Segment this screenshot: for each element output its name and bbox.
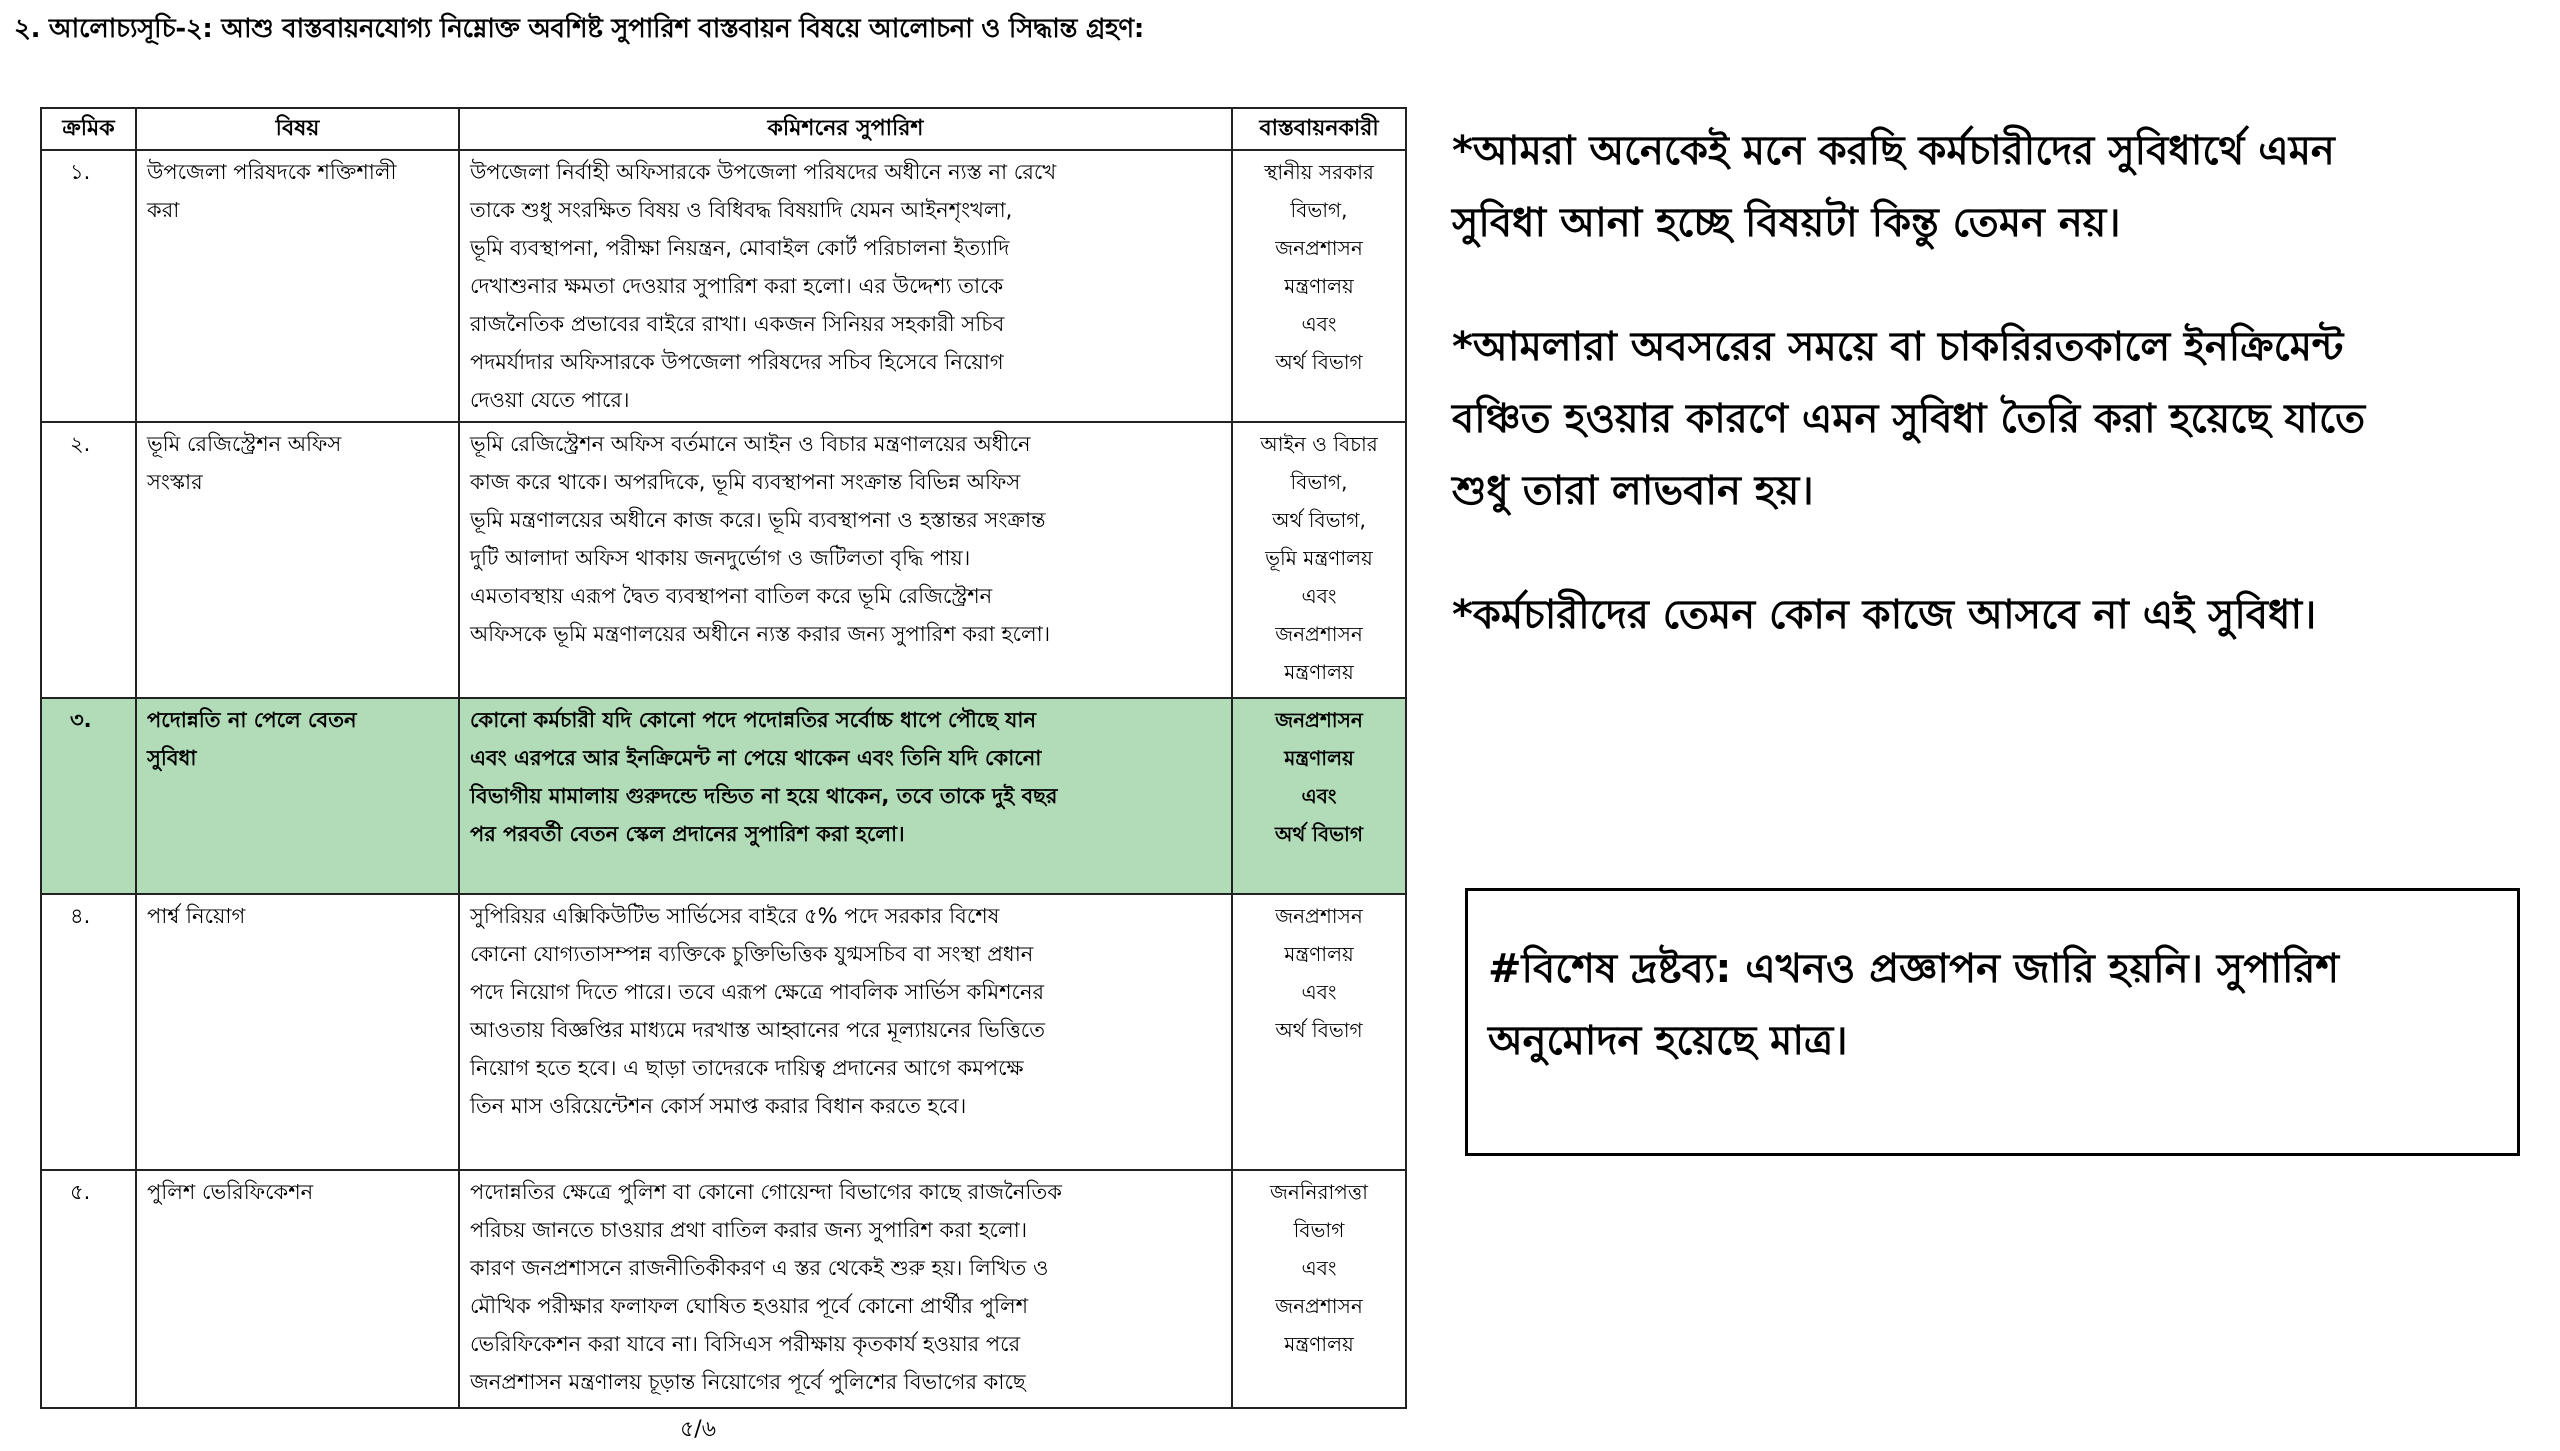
notice-line: #বিশেষ দ্রষ্টব্য: এখনও প্রজ্ঞাপন জারি হয়নি। সুপারিশ [1488, 946, 2340, 992]
recommendation-line: এবং এরপরে আর ইনক্রিমেন্ট না পেয়ে থাকেন এবং তিনি যদি কোনো [470, 746, 1042, 770]
header-implementer: বাস্তবায়নকারী [1232, 108, 1406, 150]
subject-line: পদোন্নতি না পেলে বেতন [147, 708, 357, 732]
special-notice-box [1465, 888, 2520, 1156]
recommendation-line: দেখাশুনার ক্ষমতা দেওয়ার সুপারিশ করা হলো। এর উদ্দেশ্য তাকে [470, 274, 1004, 298]
row-implementer [1232, 150, 1406, 422]
recommendation-line: পরিচয় জানতে চাওয়ার প্রথা বাতিল করার জন্য সুপারিশ করা হলো। [470, 1218, 1028, 1242]
note-line: শুধু তারা লাভবান হয়। [1452, 468, 1814, 514]
row-implementer [1232, 422, 1406, 698]
note-line: সুবিধা আনা হচ্ছে বিষয়টা কিন্তু তেমন নয়। [1452, 200, 2121, 246]
implementer-line: মন্ত্রণালয় [1284, 274, 1354, 298]
implementer-line: জনপ্রশাসন [1275, 708, 1363, 732]
row-recommendation [459, 1170, 1232, 1408]
notice-line: অনুমোদন হয়েছে মাত্র। [1488, 1018, 1848, 1064]
subject-line: করা [147, 198, 180, 222]
implementer-line: মন্ত্রণালয় [1284, 660, 1354, 684]
row-serial: ৪. [41, 894, 136, 1170]
table-row-highlighted [41, 698, 1406, 894]
note-1 [1452, 115, 2552, 259]
header-recommendation: কমিশনের সুপারিশ [459, 108, 1232, 150]
recommendation-line: এমতাবস্থায় এরূপ দ্বৈত ব্যবস্থাপনা বাতিল করে ভূমি রেজিস্ট্রেশন [470, 584, 993, 608]
recommendation-table [40, 107, 1407, 1409]
recommendation-line: রাজনৈতিক প্রভাবের বাইরে রাখা। একজন সিনিয়র সহকারী সচিব [470, 312, 1005, 336]
row-recommendation [459, 698, 1232, 894]
implementer-line: এবং [1301, 584, 1337, 608]
table-row [41, 422, 1406, 698]
recommendation-table-wrapper [40, 107, 1405, 1407]
header-serial: ক্রমিক [41, 108, 136, 150]
subject-line: পুলিশ ভেরিফিকেশন [147, 1180, 314, 1204]
row-subject [136, 422, 459, 698]
implementer-line: এবং [1301, 312, 1337, 336]
implementer-line: এবং [1301, 980, 1337, 1004]
row-serial: ২. [41, 422, 136, 698]
implementer-line: স্থানীয় সরকার [1264, 160, 1374, 184]
recommendation-line: সুপিরিয়র এক্সিকিউটিভ সার্ভিসের বাইরে ৫% পদে সরকার বিশেষ [470, 904, 1000, 928]
recommendation-line: কাজ করে থাকে। অপরদিকে, ভূমি ব্যবস্থাপনা সংক্রান্ত বিভিন্ন অফিস [470, 470, 1021, 494]
recommendation-line: দেওয়া যেতে পারে। [470, 388, 630, 412]
implementer-line: জনপ্রশাসন [1275, 236, 1363, 260]
row-serial: ১. [41, 150, 136, 422]
implementer-line: এবং [1301, 784, 1337, 808]
recommendation-line: পদমর্যাদার অফিসারকে উপজেলা পরিষদের সচিব হিসেবে নিয়োগ [470, 350, 1004, 374]
implementer-line: ভূমি মন্ত্রণালয় [1265, 546, 1373, 570]
implementer-line: অর্থ বিভাগ [1275, 822, 1363, 846]
recommendation-line: কোনো যোগ্যতাসম্পন্ন ব্যক্তিকে চুক্তিভিত্তিক যুগ্মসচিব বা সংস্থা প্রধান [470, 942, 1034, 966]
header-subject: বিষয় [136, 108, 459, 150]
table-row [41, 150, 1406, 422]
commentary-notes [1452, 115, 2552, 703]
recommendation-line: নিয়োগ হতে হবে। এ ছাড়া তাদেরকে দায়িত্ব প্রদানের আগে কমপক্ষে [470, 1056, 1024, 1080]
recommendation-line: পদে নিয়োগ দিতে পারে। তবে এরূপ ক্ষেত্রে পাবলিক সার্ভিস কমিশনের [470, 980, 1045, 1004]
recommendation-line: আওতায় বিজ্ঞপ্তির মাধ্যমে দরখাস্ত আহ্বানের পরে মূল্যায়নের ভিত্তিতে [470, 1018, 1046, 1042]
row-implementer [1232, 894, 1406, 1170]
implementer-line: এবং [1301, 1256, 1337, 1280]
note-line: *কর্মচারীদের তেমন কোন কাজে আসবে না এই সুবিধা। [1452, 592, 2317, 638]
implementer-line: অর্থ বিভাগ [1275, 1018, 1363, 1042]
recommendation-line: ভূমি মন্ত্রণালয়ের অধীনে কাজ করে। ভূমি ব্যবস্থাপনা ও হস্তান্তর সংক্রান্ত [470, 508, 1046, 532]
recommendation-line: মৌখিক পরীক্ষার ফলাফল ঘোষিত হওয়ার পূর্বে কোনো প্রার্থীর পুলিশ [470, 1294, 1029, 1318]
note-line: *আমরা অনেকেই মনে করছি কর্মচারীদের সুবিধার্থে এমন [1452, 128, 2335, 174]
recommendation-line: কারণ জনপ্রশাসনে রাজনীতিকীকরণ এ স্তর থেকেই শুরু হয়। লিখিত ও [470, 1256, 1049, 1280]
implementer-line: বিভাগ, [1290, 198, 1348, 222]
recommendation-line: পদোন্নতির ক্ষেত্রে পুলিশ বা কোনো গোয়েন্দা বিভাগের কাছে রাজনৈতিক [470, 1180, 1062, 1204]
implementer-line: জনপ্রশাসন [1275, 1294, 1363, 1318]
table-row [41, 894, 1406, 1170]
special-notice-text [1488, 933, 2497, 1077]
note-line: *আমলারা অবসরের সময়ে বা চাকরিরতকালে ইনক্রিমেন্ট [1452, 324, 2344, 370]
recommendation-line: ভূমি ব্যবস্থাপনা, পরীক্ষা নিয়ন্ত্রন, মোবাইল কোর্ট পরিচালনা ইত্যাদি [470, 236, 1010, 260]
implementer-line: মন্ত্রণালয় [1284, 746, 1354, 770]
recommendation-line: পর পরবর্তী বেতন স্কেল প্রদানের সুপারিশ করা হলো। [470, 822, 905, 846]
implementer-line: জনপ্রশাসন [1275, 622, 1363, 646]
subject-line: ভূমি রেজিস্ট্রেশন অফিস [147, 432, 342, 456]
row-subject [136, 150, 459, 422]
subject-line: সুবিধা [147, 746, 197, 770]
table-header-row [41, 108, 1406, 150]
note-line: বঞ্চিত হওয়ার কারণে এমন সুবিধা তৈরি করা হয়েছে যাতে [1452, 396, 2366, 442]
note-2 [1452, 311, 2552, 527]
row-serial: ৫. [41, 1170, 136, 1408]
recommendation-line: দুটি আলাদা অফিস থাকায় জনদুর্ভোগ ও জটিলতা বৃদ্ধি পায়। [470, 546, 971, 570]
recommendation-line: তিন মাস ওরিয়েন্টেশন কোর্স সমাপ্ত করার বিধান করতে হবে। [470, 1094, 967, 1118]
recommendation-line: কোনো কর্মচারী যদি কোনো পদে পদোন্নতির সর্বোচ্চ ধাপে পৌছে যান [470, 708, 1037, 732]
row-subject [136, 894, 459, 1170]
implementer-line: মন্ত্রণালয় [1284, 942, 1354, 966]
row-recommendation [459, 894, 1232, 1170]
recommendation-line: অফিসকে ভূমি মন্ত্রণালয়ের অধীনে ন্যস্ত করার জন্য সুপারিশ করা হলো। [470, 622, 1051, 646]
agenda-heading: ২. আলোচ্যসূচি-২: আশু বাস্তবায়নযোগ্য নিম্নোক্ত অবশিষ্ট সুপারিশ বাস্তবায়ন বিষয়ে আলোচনা ও সিদ্ধান্ত গ্রহণ: [14, 14, 1144, 44]
implementer-line: অর্থ বিভাগ [1275, 350, 1363, 374]
subject-line: উপজেলা পরিষদকে শক্তিশালী [147, 160, 397, 184]
implementer-line: অর্থ বিভাগ, [1272, 508, 1366, 532]
recommendation-line: বিভাগীয় মামালায় গুরুদন্ডে দন্ডিত না হয়ে থাকেন, তবে তাকে দুই বছর [470, 784, 1058, 808]
implementer-line: আইন ও বিচার [1260, 432, 1378, 456]
implementer-line: জননিরাপত্তা বিভাগ [1270, 1180, 1368, 1242]
row-subject [136, 698, 459, 894]
row-recommendation [459, 422, 1232, 698]
table-row [41, 1170, 1406, 1408]
row-subject [136, 1170, 459, 1408]
subject-line: পার্শ্ব নিয়োগ [147, 904, 246, 928]
recommendation-line: উপজেলা নির্বাহী অফিসারকে উপজেলা পরিষদের অধীনে ন্যস্ত না রেখে [470, 160, 1057, 184]
row-recommendation [459, 150, 1232, 422]
recommendation-line: ভূমি রেজিস্ট্রেশন অফিস বর্তমানে আইন ও বিচার মন্ত্রণালয়ের অধীনে [470, 432, 1031, 456]
implementer-line: মন্ত্রণালয় [1284, 1332, 1354, 1356]
recommendation-line: জনপ্রশাসন মন্ত্রণালয় চূড়ান্ত নিয়োগের পূর্বে পুলিশের বিভাগের কাছে [470, 1370, 1026, 1394]
recommendation-line: ভেরিফিকেশন করা যাবে না। বিসিএস পরীক্ষায় কৃতকার্য হওয়ার পরে [470, 1332, 1021, 1356]
recommendation-line: তাকে শুধু সংরক্ষিত বিষয় ও বিধিবদ্ধ বিষয়াদি যেমন আইনশৃংখলা, [470, 198, 1013, 222]
row-implementer [1232, 1170, 1406, 1408]
row-serial: ৩. [41, 698, 136, 894]
subject-line: সংস্কার [147, 470, 203, 494]
note-3 [1452, 579, 2552, 651]
implementer-line: বিভাগ, [1290, 470, 1348, 494]
implementer-line: জনপ্রশাসন [1275, 904, 1363, 928]
row-implementer [1232, 698, 1406, 894]
page-number: ৫/৬ [680, 1417, 716, 1442]
